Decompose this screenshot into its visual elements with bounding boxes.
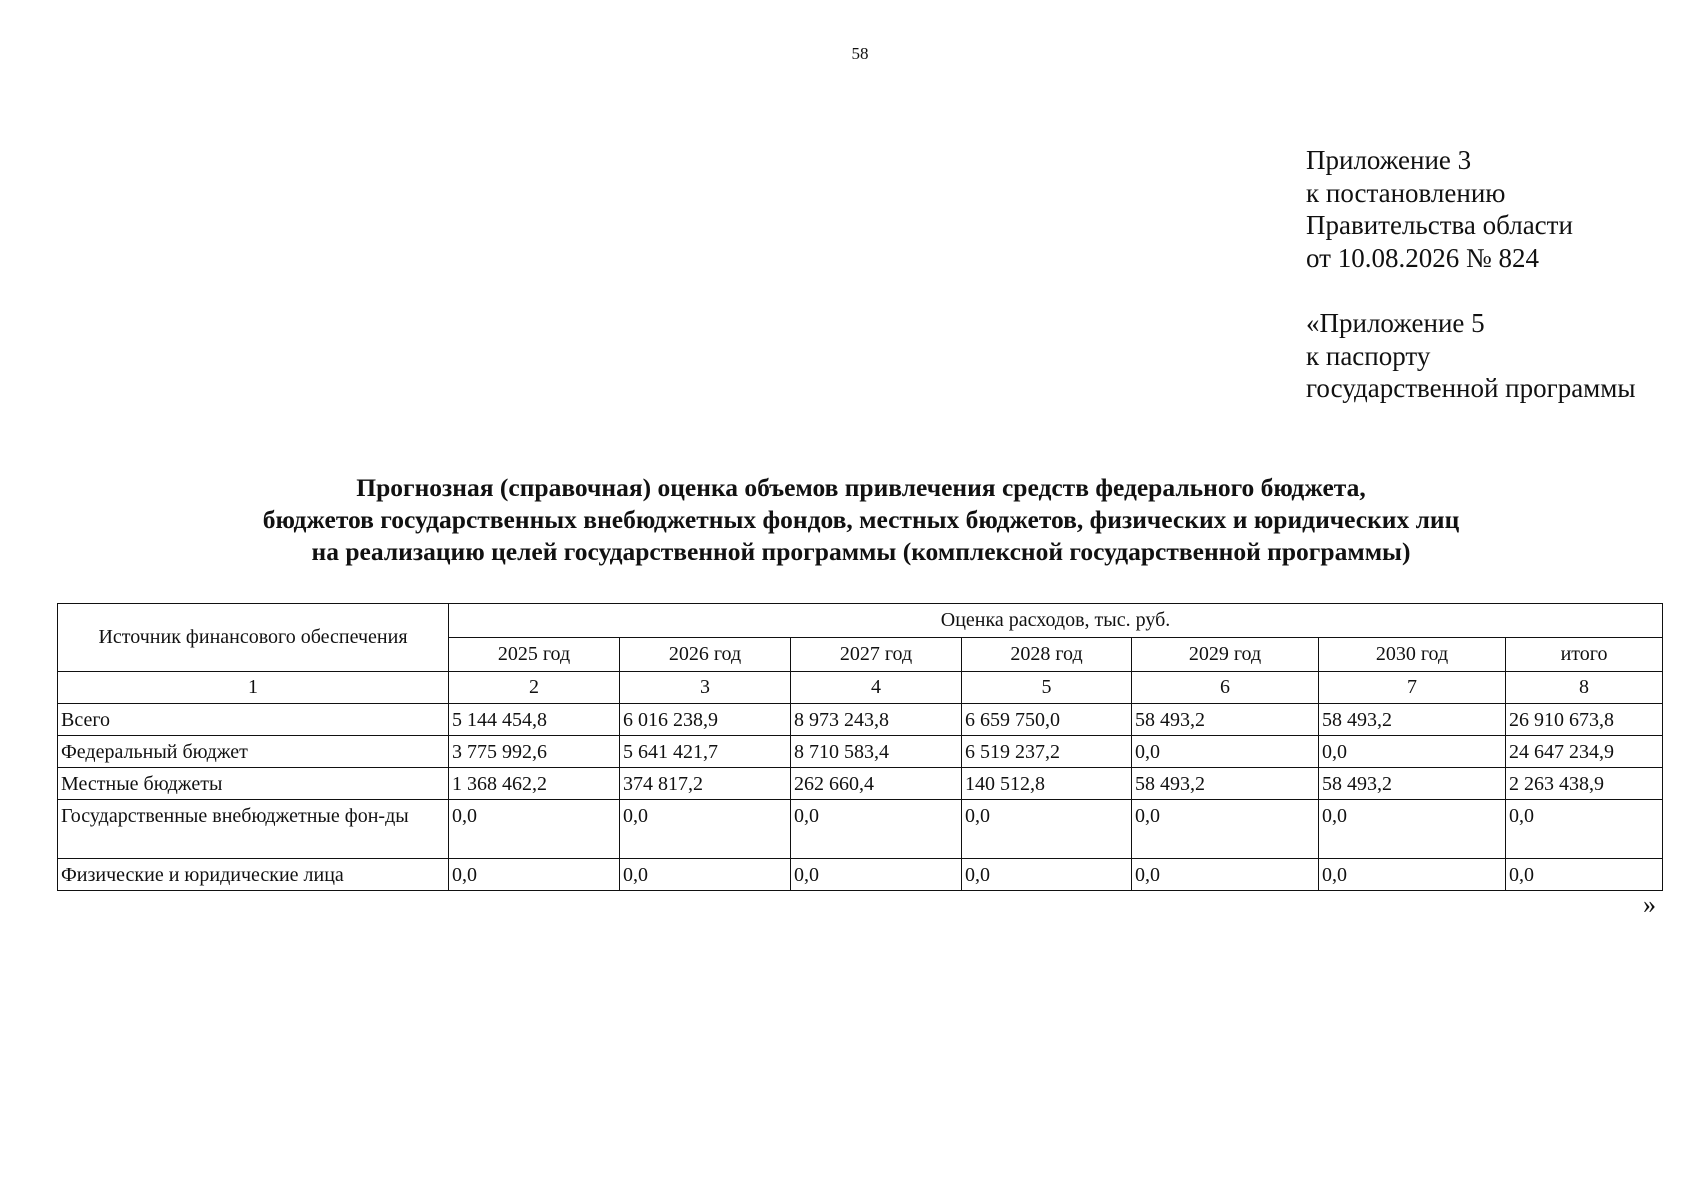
table-cell: 0,0 bbox=[620, 859, 791, 891]
table-cell: 58 493,2 bbox=[1132, 768, 1319, 800]
year-header: 2030 год bbox=[1319, 638, 1506, 672]
closing-quote: » bbox=[1643, 890, 1656, 919]
appendix-line: к постановлению bbox=[1306, 177, 1506, 208]
table-cell: 0,0 bbox=[1319, 800, 1506, 859]
appendix-quote-line: государственной программы bbox=[1306, 373, 1636, 403]
row-label: Физические и юридические лица bbox=[58, 859, 449, 891]
appendix-quote-line: «Приложение 5 bbox=[1306, 308, 1485, 338]
column-number: 7 bbox=[1319, 672, 1506, 704]
row-label: Государственные внебюджетные фон-ды bbox=[58, 800, 449, 859]
table-cell: 0,0 bbox=[1506, 800, 1663, 859]
appendix-line: Правительства области bbox=[1306, 210, 1573, 240]
table-row bbox=[58, 800, 1663, 859]
table-cell: 3 775 992,6 bbox=[449, 736, 620, 768]
year-header: 2025 год bbox=[449, 638, 620, 672]
column-number: 5 bbox=[962, 672, 1132, 704]
table-cell: 0,0 bbox=[449, 859, 620, 891]
row-label: Всего bbox=[58, 704, 449, 736]
table-cell: 0,0 bbox=[1132, 736, 1319, 768]
table-cell: 0,0 bbox=[449, 800, 620, 859]
table-cell: 58 493,2 bbox=[1319, 704, 1506, 736]
table-cell: 5 641 421,7 bbox=[620, 736, 791, 768]
table-cell: 0,0 bbox=[620, 800, 791, 859]
title-line: Прогнозная (справочная) оценка объемов привлечения средств федерального бюджета, bbox=[356, 473, 1366, 502]
table-cell: 1 368 462,2 bbox=[449, 768, 620, 800]
estimate-header: Оценка расходов, тыс. руб. bbox=[449, 604, 1663, 638]
table-cell: 8 973 243,8 bbox=[791, 704, 962, 736]
appendix-line: от 10.08.2026 № 824 bbox=[1306, 242, 1539, 273]
appendix-quote-line: к паспорту bbox=[1306, 340, 1431, 371]
year-header: 2026 год bbox=[620, 638, 791, 672]
row-label: Федеральный бюджет bbox=[58, 736, 449, 768]
column-number: 8 bbox=[1506, 672, 1663, 704]
table-cell: 58 493,2 bbox=[1319, 768, 1506, 800]
table-cell: 0,0 bbox=[791, 859, 962, 891]
appendix-line: Приложение 3 bbox=[1306, 145, 1472, 175]
column-number: 2 bbox=[449, 672, 620, 704]
table-cell: 8 710 583,4 bbox=[791, 736, 962, 768]
column-number: 1 bbox=[58, 672, 449, 704]
table-cell: 262 660,4 bbox=[791, 768, 962, 800]
table-cell: 0,0 bbox=[1132, 800, 1319, 859]
total-header: итого bbox=[1506, 638, 1663, 672]
column-number: 6 bbox=[1132, 672, 1319, 704]
table-row bbox=[58, 704, 1663, 736]
source-header: Источник финансового обеспечения bbox=[58, 604, 449, 672]
table-row bbox=[58, 736, 1663, 768]
table-cell: 0,0 bbox=[1319, 736, 1506, 768]
budget-table bbox=[57, 603, 1663, 891]
page-number: 58 bbox=[851, 44, 869, 63]
table-cell: 2 263 438,9 bbox=[1506, 768, 1663, 800]
table-cell: 374 817,2 bbox=[620, 768, 791, 800]
column-number: 4 bbox=[791, 672, 962, 704]
year-header: 2028 год bbox=[962, 638, 1132, 672]
table-cell: 6 519 237,2 bbox=[962, 736, 1132, 768]
row-label: Местные бюджеты bbox=[58, 768, 449, 800]
year-header: 2027 год bbox=[791, 638, 962, 672]
table-cell: 0,0 bbox=[1319, 859, 1506, 891]
table-cell: 5 144 454,8 bbox=[449, 704, 620, 736]
document-title bbox=[0, 472, 1698, 568]
table-cell: 24 647 234,9 bbox=[1506, 736, 1663, 768]
table-row bbox=[58, 768, 1663, 800]
table-cell: 0,0 bbox=[1506, 859, 1663, 891]
title-line: на реализацию целей государственной программы (комплексной государственной программы) bbox=[311, 537, 1411, 566]
table-cell: 0,0 bbox=[1132, 859, 1319, 891]
table-cell: 26 910 673,8 bbox=[1506, 704, 1663, 736]
title-line: бюджетов государственных внебюджетных фондов, местных бюджетов, физических и юридических лиц bbox=[262, 505, 1460, 534]
table-cell: 0,0 bbox=[791, 800, 962, 859]
year-header: 2029 год bbox=[1132, 638, 1319, 672]
table-cell: 58 493,2 bbox=[1132, 704, 1319, 736]
column-number: 3 bbox=[620, 672, 791, 704]
table-cell: 140 512,8 bbox=[962, 768, 1132, 800]
table-cell: 6 016 238,9 bbox=[620, 704, 791, 736]
table-cell: 0,0 bbox=[962, 800, 1132, 859]
appendix-block bbox=[1306, 144, 1636, 405]
table-cell: 6 659 750,0 bbox=[962, 704, 1132, 736]
table-cell: 0,0 bbox=[962, 859, 1132, 891]
table-row bbox=[58, 859, 1663, 891]
